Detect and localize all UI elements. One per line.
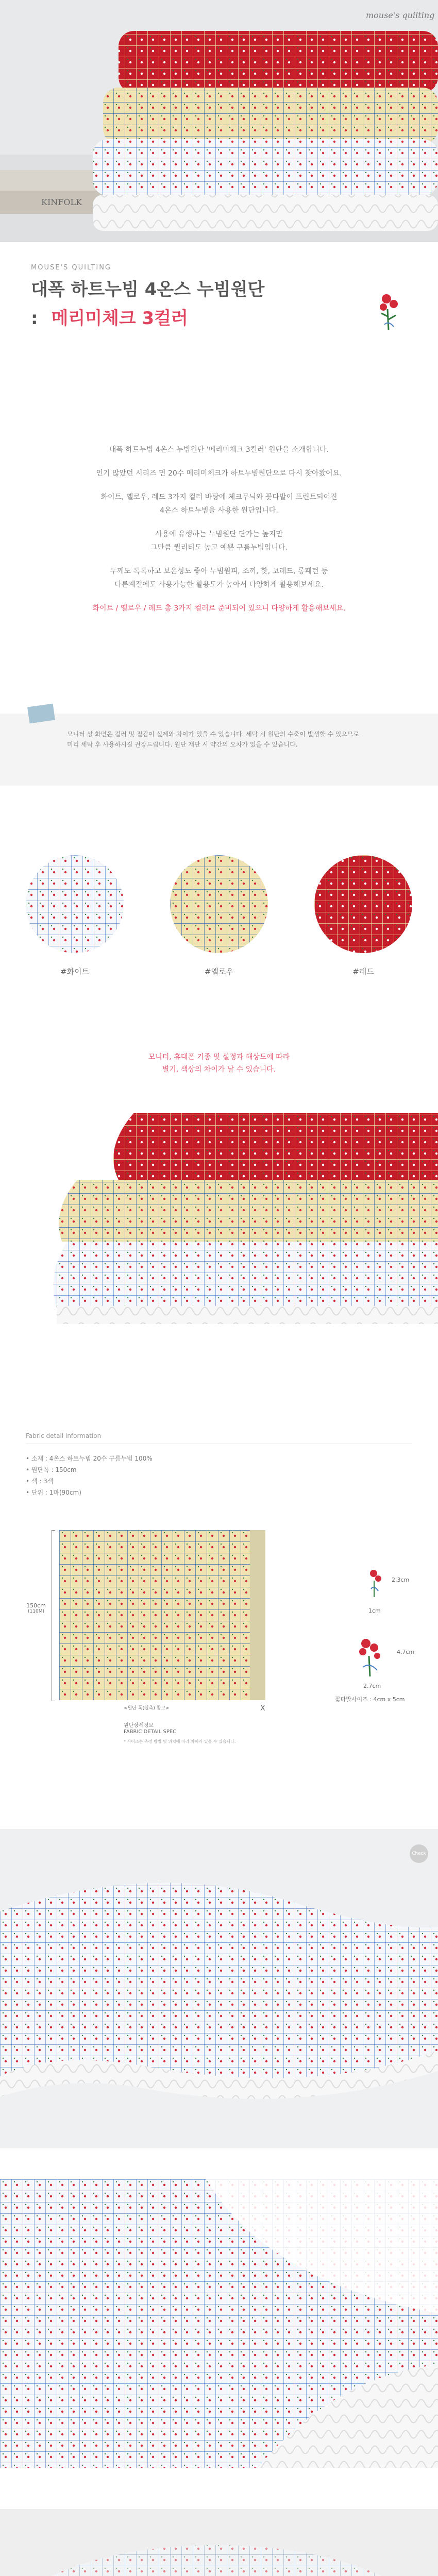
intro-line: 4온스 하트누빔을 사용한 원단입니다. xyxy=(160,506,278,515)
hero-photo xyxy=(0,0,438,242)
detail-rows xyxy=(26,1453,153,1498)
swatch-red[interactable] xyxy=(314,855,412,953)
detail-row: • 단위 : 1마(90cm) xyxy=(26,1489,81,1496)
brand-small-caps: MOUSE'S QUILTING xyxy=(31,264,111,272)
spec-en: FABRIC DETAIL SPEC xyxy=(124,1729,177,1735)
width-bracket xyxy=(52,1530,55,1701)
white-roll-photo xyxy=(0,1829,438,2148)
intro-line: 화이트, 옐로우, 레드 3가지 컬러 바탕에 체크무늬와 꽃다발이 프린트되어진 xyxy=(100,493,338,501)
detail-section xyxy=(0,1432,438,1762)
width-sub: (110M) xyxy=(28,1609,44,1614)
yellow-fabric-swatch-image xyxy=(170,855,268,953)
red-fabric-swatch-image xyxy=(314,855,412,953)
pink-note xyxy=(0,1051,438,1076)
roll-marker: X xyxy=(260,1704,265,1713)
folded-fabric-stack-image xyxy=(0,1103,438,1329)
dim-width-1: 1cm xyxy=(368,1607,381,1614)
closeup-image-1 xyxy=(0,2179,438,2468)
detail-heading: Fabric detail information xyxy=(26,1432,102,1439)
brand-script-logo: mouse's quilting xyxy=(366,10,435,20)
folded-fabric-photo xyxy=(0,1103,438,1329)
subtitle-colon: : xyxy=(31,308,38,329)
spec-title: 원단상세정보 xyxy=(124,1723,154,1728)
swatch-label: #화이트 xyxy=(60,967,90,976)
dim-height-1: 2.3cm xyxy=(392,1577,410,1583)
swatch-label: #옐로우 xyxy=(204,967,234,976)
intro-line: 사용에 유행하는 누빔원단 단가는 높지만 xyxy=(155,530,283,538)
svg-text:KINFOLK: KINFOLK xyxy=(41,197,82,207)
dim-width-2: 2.7cm xyxy=(363,1683,381,1689)
closeup-photo-1 xyxy=(0,2179,438,2468)
notice-badge xyxy=(27,704,55,724)
closeup-image-2 xyxy=(0,2509,438,2576)
intro-text xyxy=(0,443,438,615)
intro-line: 두께도 톡톡하고 보온성도 좋아 누빔원피, 조끼, 핫, 코레드, 롱패턴 등 xyxy=(110,567,328,575)
title-block xyxy=(0,258,438,386)
swatch-white[interactable] xyxy=(26,855,124,953)
swatch-yellow[interactable] xyxy=(170,855,268,953)
flower-bouquet-icon xyxy=(371,289,407,335)
motif-small-image xyxy=(361,1566,386,1602)
notice-text: 모니터 상 화면은 컬러 및 질감이 실제와 차이가 있을 수 있습니다. 세탁 시 원단의 수축이 발생할 수 있으므로 미리 세탁 후 사용하시길 권장드립니다. 원단 재단 시 약간의 오차가 있을 수 있습니다. xyxy=(67,731,360,748)
fabric-sample-image xyxy=(59,1530,265,1700)
dim-height-2: 4.7cm xyxy=(397,1649,415,1655)
detail-row: • 소재 : 4온스 하트누빔 20수 구름누빔 100% xyxy=(26,1455,153,1462)
product-subtitle xyxy=(31,304,188,329)
check-badge: Check xyxy=(410,1844,428,1863)
pink-note-line: 모니터, 휴대폰 기종 및 설정과 해상도에 따라 xyxy=(148,1053,290,1061)
white-fabric-swatch-image xyxy=(26,855,124,953)
intro-line: 그만큼 퀄리티도 높고 예쁜 구름누빔입니다. xyxy=(150,544,288,552)
repeat-size-text: 꽃다발사이즈 : 4cm x 5cm xyxy=(335,1696,405,1703)
width-value: 150cm xyxy=(26,1602,46,1609)
intro-line: 다른계절에도 사용가능한 활용도가 높아서 다양하게 활용해보세요. xyxy=(114,581,324,589)
hero-fabric-stack-image xyxy=(0,0,438,242)
spec-note: * 사이즈는 측정 방법 및 위치에 따라 차이가 있을 수 있습니다. xyxy=(124,1739,236,1744)
motif-bouquet-image xyxy=(350,1633,392,1680)
pink-note-line: 별기, 색상의 차이가 날 수 있습니다. xyxy=(162,1065,276,1074)
swatches-section xyxy=(0,855,438,1010)
width-label xyxy=(21,1602,52,1614)
bottom-caption: <원단 폭(실측) 참고> xyxy=(124,1706,170,1711)
intro-line: 대폭 하트누빔 4온스 누빔원단 '메리미체크 3컬러' 원단을 소개합니다. xyxy=(109,446,329,454)
highlight-line: 화이트 / 옐로우 / 레드 총 3가지 컬러로 준비되어 있으니 다양하게 활용해보세요. xyxy=(92,604,346,613)
detail-row: • 원단폭 : 150cm xyxy=(26,1466,77,1473)
subtitle-text: 메리미체크 3컬러 xyxy=(51,308,188,329)
notice-strip xyxy=(0,714,438,786)
product-title: 대폭 하트누빔 4온스 누빔원단 xyxy=(31,279,265,300)
swatch-label: #레드 xyxy=(352,967,374,976)
closeup-photo-2 xyxy=(0,2509,438,2576)
intro-line: 인기 많았던 시리즈 면 20수 메리미체크가 하트누빔원단으로 다시 찾아왔어요. xyxy=(96,469,342,478)
detail-row: • 색 : 3색 xyxy=(26,1478,54,1485)
white-roll-image xyxy=(0,1829,438,2148)
